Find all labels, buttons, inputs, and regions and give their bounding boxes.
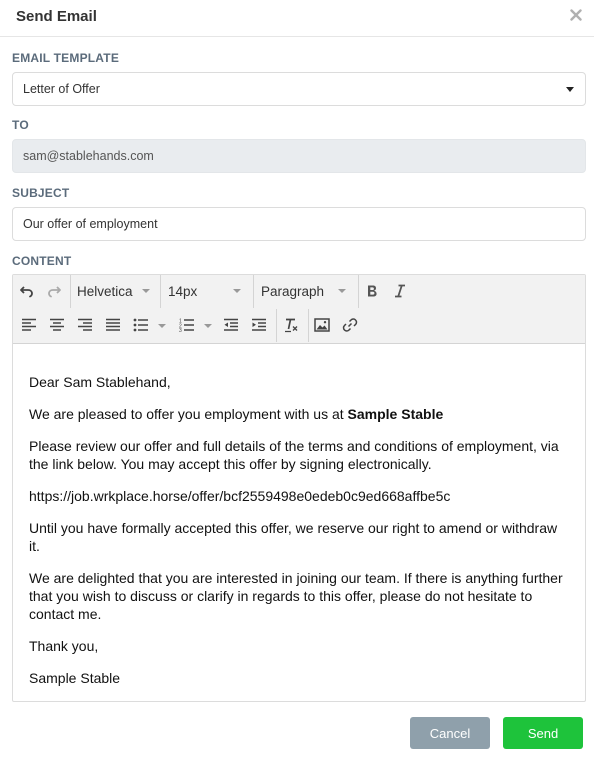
- toolbar-separator: [308, 309, 309, 342]
- svg-text:2: 2: [179, 323, 182, 330]
- clear-formatting-icon: [283, 317, 299, 333]
- insert-image-button[interactable]: [310, 313, 334, 337]
- chevron-down-icon[interactable]: [204, 324, 212, 328]
- bold-icon: [364, 283, 380, 299]
- toolbar-separator: [253, 275, 254, 308]
- paragraph-1: [29, 405, 569, 423]
- undo-icon: [19, 283, 35, 299]
- rich-text-editor[interactable]: [12, 274, 586, 702]
- template-label: EMAIL TEMPLATE: [12, 51, 120, 65]
- toolbar-separator: [358, 275, 359, 308]
- editor-toolbar: [13, 275, 585, 344]
- offer-link: https://job.wrkplace.horse/offer/bcf2559498e0edeb0c9ed668affbe5c: [29, 488, 451, 504]
- close-icon: [570, 9, 582, 21]
- close-button[interactable]: [567, 5, 585, 25]
- italic-button[interactable]: [388, 279, 412, 303]
- greeting: Dear Sam Stablehand,: [29, 374, 171, 390]
- dialog-title: Send Email: [16, 8, 97, 25]
- toolbar-separator: [70, 275, 71, 308]
- undo-button[interactable]: [15, 279, 39, 303]
- cancel-button[interactable]: Cancel: [410, 717, 490, 749]
- dialog-header: [0, 0, 594, 37]
- indent-button[interactable]: [247, 313, 271, 337]
- svg-text:3: 3: [179, 328, 182, 332]
- toolbar-row-1: [13, 275, 585, 308]
- toolbar-separator: [276, 309, 277, 342]
- to-value: sam@stablehands.com: [23, 149, 154, 163]
- to-field: [12, 139, 586, 173]
- image-icon: [314, 318, 330, 332]
- align-right-icon: [77, 318, 93, 332]
- closing: Thank you,: [29, 638, 99, 654]
- align-center-icon: [49, 318, 65, 332]
- chevron-down-icon: [566, 87, 574, 92]
- align-right-button[interactable]: [73, 313, 97, 337]
- signature: Sample Stable: [29, 670, 121, 686]
- bold-button[interactable]: [360, 279, 384, 303]
- content-label: CONTENT: [12, 254, 72, 268]
- chevron-down-icon: [233, 289, 241, 293]
- redo-icon: [46, 283, 62, 299]
- paragraph-1-text: We are pleased to offer you employment with us at: [29, 406, 348, 422]
- align-left-button[interactable]: [17, 313, 41, 337]
- subject-value: Our offer of employment: [23, 217, 158, 231]
- company-name: Sample Stable: [347, 406, 444, 422]
- align-center-button[interactable]: [45, 313, 69, 337]
- bullet-list-button[interactable]: [129, 313, 153, 337]
- toolbar-row-2: [13, 309, 585, 342]
- send-button[interactable]: Send: [503, 717, 583, 749]
- chevron-down-icon[interactable]: [158, 324, 166, 328]
- indent-icon: [251, 318, 267, 332]
- outdent-button[interactable]: [219, 313, 243, 337]
- svg-text:1: 1: [179, 318, 182, 325]
- align-left-icon: [21, 318, 37, 332]
- italic-icon: [392, 283, 408, 299]
- block-format-value: Paragraph: [261, 283, 325, 299]
- redo-button[interactable]: [42, 279, 66, 303]
- toolbar-separator: [160, 275, 161, 308]
- font-family-value: Helvetica: [77, 283, 133, 299]
- paragraph-2: Please review our offer and full details of the terms and conditions of employment, via the link below. You may accept this offer by signing electronically.: [29, 438, 559, 472]
- numbered-list-icon: [179, 318, 195, 332]
- align-justify-icon: [105, 318, 121, 332]
- paragraph-3: Until you have formally accepted this offer, we reserve our right to amend or withdraw it.: [29, 520, 558, 554]
- paragraph-4: We are delighted that you are interested in joining our team. If there is anything further that you wish to discuss or clarify in regards to this offer, please do not hesitate to contact me.: [29, 570, 563, 622]
- bullet-list-icon: [133, 318, 149, 332]
- subject-label: SUBJECT: [12, 186, 70, 200]
- numbered-list-button[interactable]: [175, 313, 199, 337]
- chevron-down-icon: [142, 289, 150, 293]
- font-size-value: 14px: [168, 283, 198, 299]
- align-justify-button[interactable]: [101, 313, 125, 337]
- editor-content[interactable]: [29, 373, 569, 701]
- subject-input[interactable]: [12, 207, 586, 241]
- link-icon: [342, 317, 358, 333]
- insert-link-button[interactable]: [338, 313, 362, 337]
- to-label: TO: [12, 118, 29, 132]
- outdent-icon: [223, 318, 239, 332]
- clear-formatting-button[interactable]: [279, 313, 303, 337]
- template-select[interactable]: [12, 72, 586, 106]
- template-value: Letter of Offer: [23, 82, 100, 96]
- chevron-down-icon: [338, 289, 346, 293]
